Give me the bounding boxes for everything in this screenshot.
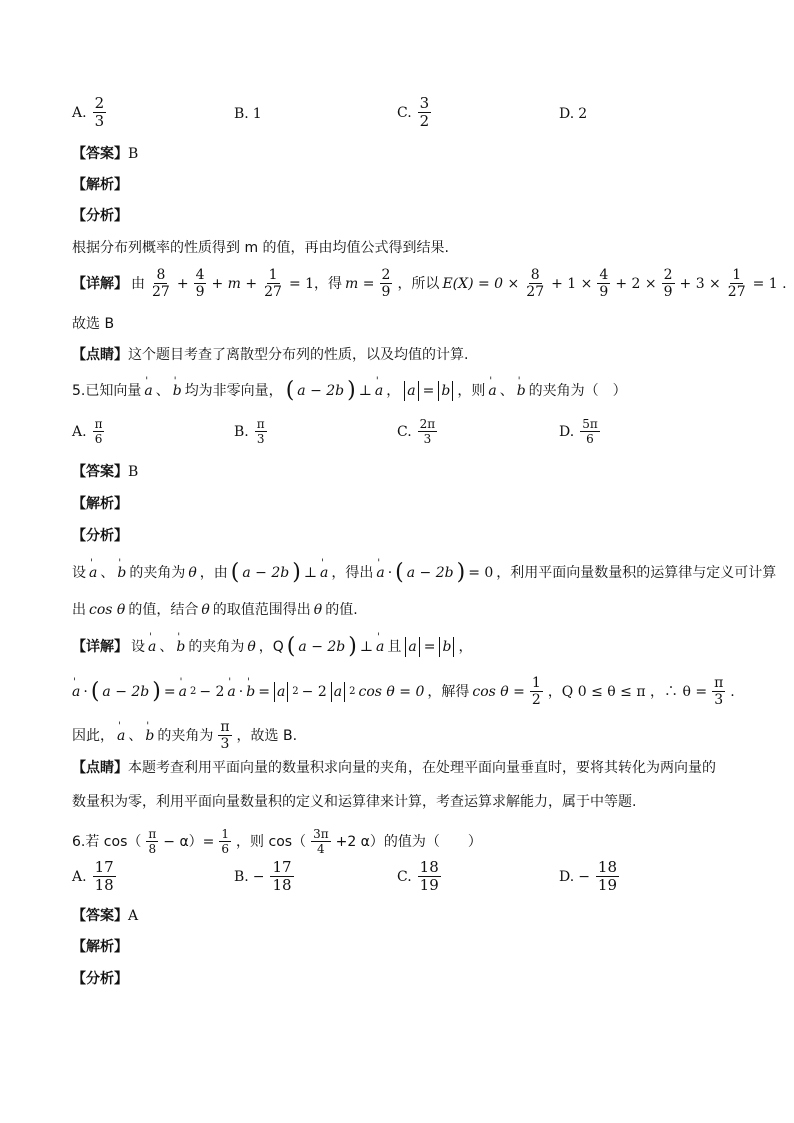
section-tag: 【点睛】 xyxy=(72,760,128,776)
math-text: + m + xyxy=(211,275,258,292)
parenthesis: ( xyxy=(286,634,296,659)
fraction-numerator: 8 xyxy=(156,267,166,283)
fraction-denominator: 3 xyxy=(256,432,265,446)
math-text: 6.若 cos（ xyxy=(72,833,142,850)
math-text: 、 xyxy=(155,383,170,399)
vector-symbol: ' a xyxy=(72,682,80,702)
math-text: ⊥ xyxy=(359,639,374,655)
fraction-denominator: 9 xyxy=(663,284,673,300)
parenthesis: ) xyxy=(347,378,356,403)
fraction xyxy=(311,828,331,855)
math-text: 的值. xyxy=(325,602,358,618)
parenthesis: ( xyxy=(285,378,295,403)
fraction xyxy=(530,676,543,707)
fraction xyxy=(255,418,267,445)
parenthesis: ) xyxy=(152,678,161,704)
math-text: 均为非零向量， xyxy=(184,383,283,399)
fraction-numerator: 2 xyxy=(663,267,673,283)
q4-fenxi-text: 根据分布列概率的性质得到 m 的值，再由均值公式得到结果. xyxy=(72,240,449,256)
math-text: = xyxy=(422,383,435,399)
math-text: 的夹角为（ ） xyxy=(528,383,627,399)
vector-symbol: ' b xyxy=(145,726,154,746)
fraction-denominator: 9 xyxy=(599,284,609,300)
absolute-value: a xyxy=(405,637,419,657)
section-tag: 【详解】 xyxy=(72,275,128,292)
fraction-numerator: 1 xyxy=(268,267,278,283)
fraction-numerator: π xyxy=(148,827,157,841)
fraction-numerator: π xyxy=(714,675,724,691)
math-text: A. xyxy=(72,423,87,440)
math-text: +2 α）的值为（ ） xyxy=(335,833,482,850)
q5-xiangjie-line2 xyxy=(72,676,735,707)
fraction xyxy=(262,268,284,299)
math-text: 且 xyxy=(387,639,402,655)
q4-jiexi xyxy=(72,175,128,195)
fraction xyxy=(580,418,600,445)
fraction xyxy=(219,828,231,855)
section-tag: 【分析】 xyxy=(72,528,128,544)
fraction-denominator: 18 xyxy=(94,876,114,894)
fraction-numerator: 1 xyxy=(531,675,541,691)
math-text: m = xyxy=(345,275,375,292)
fraction-denominator: 6 xyxy=(221,842,230,856)
math-text: = xyxy=(258,683,270,700)
vector-symbol: ' b xyxy=(517,381,526,401)
math-text: a − 2b xyxy=(242,565,290,581)
fraction-numerator: 8 xyxy=(530,267,540,283)
math-text: θ xyxy=(313,602,323,618)
math-text: 、 xyxy=(159,639,174,655)
math-text: ，解得 xyxy=(427,683,470,700)
section-tag: 【分析】 xyxy=(72,971,128,987)
fraction-denominator: 9 xyxy=(381,284,391,300)
q6-option-c xyxy=(397,860,443,893)
math-text: 、 xyxy=(128,727,143,744)
math-text: + 3 × xyxy=(679,275,721,292)
math-text: ，则 cos（ xyxy=(236,833,307,850)
absolute-value: b xyxy=(438,381,453,401)
section-tag: 【解析】 xyxy=(72,939,128,955)
math-text: 本题考查利用平面向量的数量积求向量的夹角，在处理平面向量垂直时，要将其转化为两向量的 xyxy=(128,760,716,776)
section-tag: 【详解】 xyxy=(72,639,128,655)
math-text: 因此， xyxy=(72,727,114,744)
fraction xyxy=(712,676,725,707)
q5-option-d xyxy=(559,418,602,445)
math-text: ，Q 0 ≤ θ ≤ π ，∴ θ = xyxy=(547,683,708,700)
vector-symbol: ' a xyxy=(376,637,384,657)
q5-stem xyxy=(72,380,627,402)
fraction-numerator: 3π xyxy=(313,827,329,841)
math-text: θ xyxy=(188,565,197,581)
q6-fenxi-tag xyxy=(72,969,128,989)
fraction-denominator: 27 xyxy=(264,284,282,300)
math-text: A xyxy=(128,908,139,924)
q5-jiexi xyxy=(72,494,128,514)
math-text: − xyxy=(578,868,590,885)
math-text: a − 2b xyxy=(297,383,345,399)
math-text: 由 xyxy=(131,275,145,292)
fraction-denominator: 4 xyxy=(317,842,325,856)
math-text: θ xyxy=(201,602,210,618)
math-text: = 1 . xyxy=(752,275,787,292)
q6-jiexi xyxy=(72,937,128,957)
parenthesis: ) xyxy=(456,560,466,585)
parenthesis: ) xyxy=(292,560,301,585)
q4-fenxi-tag xyxy=(72,206,128,226)
math-text: cos θ = 0 xyxy=(358,683,425,700)
math-text: ，利用平面向量数量积的运算律与定义可计算 xyxy=(496,565,777,581)
math-text: − 2 xyxy=(199,683,225,700)
fraction-denominator: 27 xyxy=(152,284,170,300)
fraction-numerator: 4 xyxy=(195,267,205,283)
math-text: B. xyxy=(234,423,249,440)
section-tag: 【解析】 xyxy=(72,177,128,193)
q5-conclusion xyxy=(72,720,297,751)
fraction-numerator: 1 xyxy=(221,827,230,841)
q4-option-b xyxy=(234,106,262,122)
fraction xyxy=(194,268,207,299)
fraction-denominator: 2 xyxy=(419,112,430,130)
section-tag: 【解析】 xyxy=(72,496,128,512)
q4-guxuan: 故选 B xyxy=(72,316,115,332)
absolute-value: b xyxy=(439,637,454,657)
math-text: + 1 × xyxy=(551,275,593,292)
math-text: 2 xyxy=(292,685,299,697)
q4-answer xyxy=(72,144,138,164)
q6-option-b xyxy=(234,860,296,893)
math-text: 2 xyxy=(189,685,197,697)
math-text: · xyxy=(387,565,393,581)
vector-symbol: ' a xyxy=(117,726,125,746)
q4-option-a xyxy=(72,96,108,129)
math-text: B. xyxy=(234,106,249,122)
fraction-numerator: 18 xyxy=(597,858,618,876)
fraction-denominator: 3 xyxy=(423,432,432,446)
fraction xyxy=(418,860,441,893)
fraction-denominator: 19 xyxy=(419,876,439,894)
math-text: = 0 xyxy=(468,565,494,581)
fraction-numerator: 3 xyxy=(419,94,430,112)
q5-option-c xyxy=(397,418,439,445)
math-text: 这个题目考查了离散型分布列的性质，以及均值的计算. xyxy=(128,347,469,363)
vector-symbol: ' a xyxy=(376,563,384,583)
fraction xyxy=(146,828,158,855)
math-text: 的夹角为 xyxy=(188,639,245,655)
fraction xyxy=(596,860,619,893)
math-text: 的夹角为 xyxy=(157,727,214,744)
math-text: C. xyxy=(397,868,412,885)
absolute-value: a xyxy=(274,682,288,702)
math-text: 的取值范围得出 xyxy=(212,602,311,618)
fraction-denominator: 8 xyxy=(148,842,157,856)
math-text: C. xyxy=(397,104,412,121)
math-text: − xyxy=(252,868,265,885)
q5-option-b xyxy=(234,418,269,445)
fraction xyxy=(524,268,546,299)
vector-symbol: ' a xyxy=(488,381,496,401)
math-text: B. xyxy=(234,868,249,885)
fraction-denominator: 3 xyxy=(714,692,724,708)
math-text: A. xyxy=(72,868,87,885)
fraction xyxy=(93,418,105,445)
fraction-numerator: 2 xyxy=(381,267,391,283)
math-text: = xyxy=(423,639,436,655)
fraction-denominator: 2 xyxy=(531,692,541,708)
math-text: + 2 × xyxy=(615,275,657,292)
math-text: 设 xyxy=(131,639,145,655)
fraction-denominator: 27 xyxy=(727,284,746,300)
fraction-denominator: 3 xyxy=(220,736,230,752)
section-tag: 【分析】 xyxy=(72,208,128,224)
math-text: 2 xyxy=(349,685,356,697)
math-text: ⊥ xyxy=(358,383,372,399)
fraction xyxy=(93,860,116,893)
vector-symbol: ' a xyxy=(148,637,156,657)
math-text: 5.已知向量 xyxy=(72,383,142,399)
math-text: 出 xyxy=(72,602,86,618)
fraction-numerator: π xyxy=(220,719,230,735)
math-text: A. xyxy=(72,104,87,121)
fraction xyxy=(418,96,432,129)
fraction xyxy=(270,860,293,893)
q5-dianjing-line1 xyxy=(72,758,716,778)
q5-xiangjie-line1 xyxy=(72,636,472,658)
q4-xiangjie xyxy=(72,268,787,299)
vector-symbol: ' b xyxy=(246,682,255,702)
fraction-denominator: 6 xyxy=(94,432,103,446)
fraction-numerator: 2 xyxy=(94,94,105,112)
fraction xyxy=(726,268,748,299)
fraction-denominator: 9 xyxy=(195,284,205,300)
q5-fenxi-line2 xyxy=(72,600,358,620)
math-text: = xyxy=(163,683,176,700)
math-text: · xyxy=(238,683,244,700)
math-text: . xyxy=(730,683,735,700)
math-text: − α）= xyxy=(163,833,215,850)
math-text: ，Q xyxy=(258,639,284,655)
absolute-value: a xyxy=(404,381,418,401)
parenthesis: ( xyxy=(395,560,404,585)
parenthesis: ( xyxy=(90,678,100,704)
section-tag: 【点睛】 xyxy=(72,347,128,363)
fraction xyxy=(150,268,172,299)
math-text: C. xyxy=(397,423,412,440)
q5-fenxi-line1 xyxy=(72,562,776,584)
math-text: B xyxy=(128,464,139,480)
fraction-denominator: 18 xyxy=(272,876,292,894)
math-text: cos θ xyxy=(89,602,126,618)
fraction-denominator: 3 xyxy=(94,112,105,130)
fraction xyxy=(380,268,393,299)
vector-symbol: ' a xyxy=(89,563,97,583)
fraction xyxy=(93,96,107,129)
vector-symbol: ' a xyxy=(375,381,383,401)
math-text: + xyxy=(176,275,189,292)
q4-option-c xyxy=(397,96,433,129)
math-text: E(X) = 0 × xyxy=(442,275,520,292)
fraction-numerator: 18 xyxy=(419,858,439,876)
math-text: ，所以 xyxy=(397,275,440,292)
fraction xyxy=(597,268,610,299)
vector-symbol: ' b xyxy=(176,637,185,657)
fraction xyxy=(418,418,438,445)
vector-symbol: ' a xyxy=(320,563,328,583)
vector-symbol: ' b xyxy=(173,381,182,401)
q4-option-d xyxy=(559,106,587,122)
q4-dianjing xyxy=(72,345,468,365)
math-text: ，得出 xyxy=(331,565,374,581)
math-text: ，则 xyxy=(457,383,486,399)
math-text: 、 xyxy=(499,383,514,399)
fraction-numerator: π xyxy=(256,417,265,431)
vector-symbol: ' a xyxy=(144,381,152,401)
fraction-numerator: 17 xyxy=(94,858,114,876)
q6-option-a xyxy=(72,860,118,893)
math-text: B xyxy=(128,146,139,162)
section-tag: 【答案】 xyxy=(72,146,128,162)
fraction-numerator: 2π xyxy=(419,417,436,431)
math-text: · xyxy=(83,683,88,700)
math-text: − 2 xyxy=(301,683,327,700)
math-text: 的夹角为 xyxy=(129,565,186,581)
vector-symbol: ' a xyxy=(227,682,235,702)
q6-stem xyxy=(72,828,482,855)
absolute-value: a xyxy=(331,682,345,702)
math-text: ⊥ xyxy=(303,565,317,581)
q6-answer xyxy=(72,906,138,926)
section-tag: 【答案】 xyxy=(72,908,128,924)
vector-symbol: ' a xyxy=(179,682,187,702)
parenthesis: ( xyxy=(230,560,240,585)
math-text: D. xyxy=(559,423,575,440)
fraction xyxy=(662,268,675,299)
math-text: 1 xyxy=(252,106,262,122)
q5-option-a xyxy=(72,418,106,445)
math-text: D. xyxy=(559,868,575,885)
section-tag: 【答案】 xyxy=(72,464,128,480)
vector-symbol: ' b xyxy=(117,563,126,583)
math-text: a − 2b xyxy=(298,639,346,655)
math-text: cos θ = xyxy=(472,683,525,700)
math-text: 设 xyxy=(72,565,86,581)
fraction-denominator: 19 xyxy=(597,876,618,894)
fraction-denominator: 27 xyxy=(526,284,545,300)
math-text: 、 xyxy=(100,565,115,581)
math-text: 2 xyxy=(578,106,588,122)
math-text: ，故选 B. xyxy=(236,727,298,744)
parenthesis: ) xyxy=(348,634,357,659)
q5-dianjing-line2: 数量积为零，利用平面向量数量积的定义和运算律来计算，考查运算求解能力，属于中等题. xyxy=(72,794,637,810)
math-text: a − 2b xyxy=(102,683,150,700)
fraction xyxy=(218,720,231,751)
math-text: 的值，结合 xyxy=(128,602,199,618)
q5-fenxi-tag xyxy=(72,526,128,546)
fraction-numerator: π xyxy=(94,417,103,431)
math-text: D. xyxy=(559,106,575,122)
fraction-denominator: 6 xyxy=(586,432,594,446)
q5-answer xyxy=(72,462,138,482)
math-text: a − 2b xyxy=(406,565,454,581)
fraction-numerator: 1 xyxy=(732,267,742,283)
fraction-numerator: 4 xyxy=(599,267,609,283)
fraction-numerator: 5π xyxy=(582,417,598,431)
math-text: ，由 xyxy=(199,565,228,581)
math-text: ， xyxy=(386,383,401,399)
fraction-numerator: 17 xyxy=(272,858,292,876)
math-text: = 1，得 xyxy=(288,275,343,292)
q6-option-d xyxy=(559,860,621,893)
math-text: ， xyxy=(458,639,473,655)
math-text: θ xyxy=(247,639,256,655)
